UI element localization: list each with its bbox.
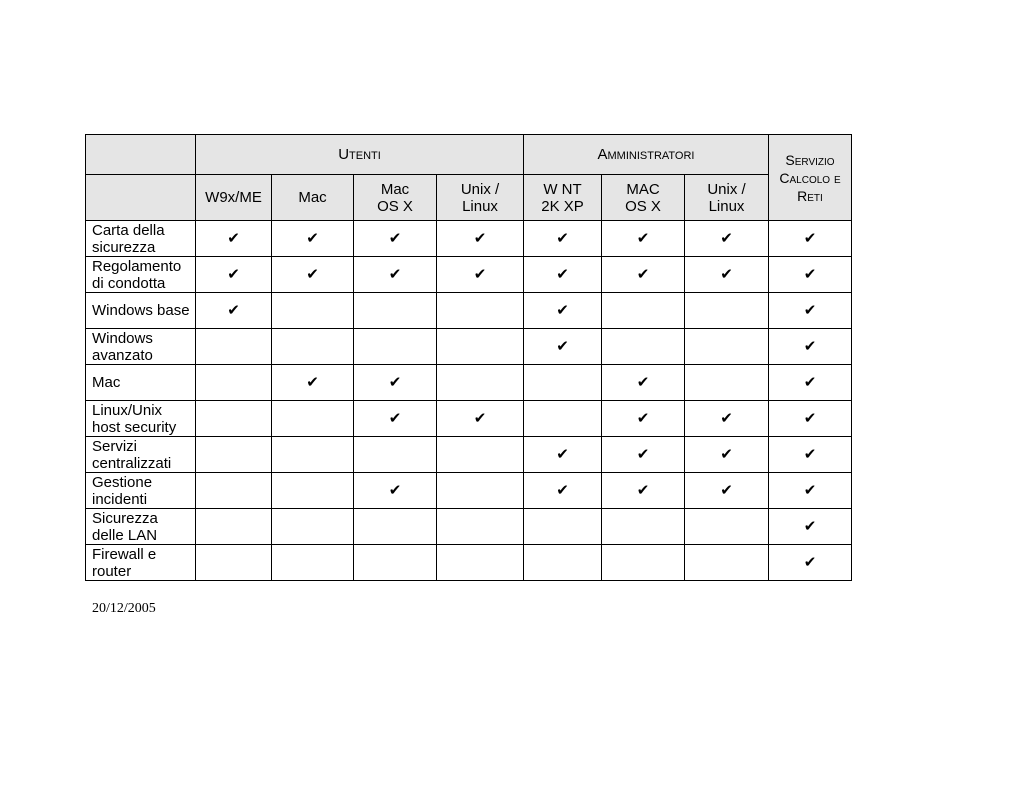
empty-cell <box>602 329 685 365</box>
column-header: MAC OS X <box>602 175 685 221</box>
check-icon: ✔ <box>685 437 769 473</box>
row-label: Mac <box>86 365 196 401</box>
row-label: Windows avanzato <box>86 329 196 365</box>
check-icon: ✔ <box>524 221 602 257</box>
column-header: W9x/ME <box>196 175 272 221</box>
empty-cell <box>354 437 437 473</box>
empty-cell <box>196 509 272 545</box>
group-header-amministratori: Amministratori <box>524 135 769 175</box>
check-icon: ✔ <box>354 365 437 401</box>
empty-cell <box>196 545 272 581</box>
check-icon: ✔ <box>602 473 685 509</box>
check-icon: ✔ <box>685 473 769 509</box>
empty-cell <box>524 365 602 401</box>
row-label: Servizi centralizzati <box>86 437 196 473</box>
empty-cell <box>196 473 272 509</box>
check-icon: ✔ <box>196 221 272 257</box>
empty-cell <box>272 401 354 437</box>
empty-cell <box>685 293 769 329</box>
empty-cell <box>354 545 437 581</box>
servizio-label: Servizio Calcolo e Reti <box>779 151 841 204</box>
table-row <box>86 221 852 257</box>
row-label: Windows base <box>86 293 196 329</box>
check-icon: ✔ <box>437 401 524 437</box>
empty-cell <box>272 545 354 581</box>
check-icon: ✔ <box>196 257 272 293</box>
check-icon: ✔ <box>769 257 852 293</box>
row-label: Gestione incidenti <box>86 473 196 509</box>
corner-cell <box>86 135 196 175</box>
empty-cell <box>354 293 437 329</box>
empty-cell <box>354 509 437 545</box>
table-row <box>86 401 852 437</box>
row-label: Sicurezza delle LAN <box>86 509 196 545</box>
column-header: W NT 2K XP <box>524 175 602 221</box>
check-icon: ✔ <box>354 257 437 293</box>
check-icon: ✔ <box>769 473 852 509</box>
check-icon: ✔ <box>524 437 602 473</box>
group-header-utenti: Utenti <box>196 135 524 175</box>
empty-cell <box>524 545 602 581</box>
check-icon: ✔ <box>602 365 685 401</box>
check-icon: ✔ <box>437 221 524 257</box>
empty-cell <box>272 437 354 473</box>
empty-cell <box>602 293 685 329</box>
check-icon: ✔ <box>769 545 852 581</box>
empty-cell <box>602 509 685 545</box>
check-icon: ✔ <box>524 329 602 365</box>
training-matrix-table <box>85 134 852 581</box>
column-header: Unix / Linux <box>437 175 524 221</box>
empty-cell <box>437 437 524 473</box>
check-icon: ✔ <box>272 365 354 401</box>
empty-cell <box>354 329 437 365</box>
check-icon: ✔ <box>769 509 852 545</box>
empty-cell <box>196 401 272 437</box>
empty-cell <box>685 545 769 581</box>
empty-cell <box>437 329 524 365</box>
check-icon: ✔ <box>769 329 852 365</box>
empty-cell <box>196 365 272 401</box>
empty-cell <box>524 509 602 545</box>
table-row <box>86 257 852 293</box>
table-row <box>86 293 852 329</box>
empty-cell <box>524 401 602 437</box>
empty-cell <box>685 329 769 365</box>
table-row <box>86 437 852 473</box>
empty-cell <box>685 365 769 401</box>
check-icon: ✔ <box>769 401 852 437</box>
table-row <box>86 329 852 365</box>
check-icon: ✔ <box>272 257 354 293</box>
empty-cell <box>272 473 354 509</box>
check-icon: ✔ <box>602 257 685 293</box>
row-label: Carta della sicurezza <box>86 221 196 257</box>
check-icon: ✔ <box>437 257 524 293</box>
empty-cell <box>437 293 524 329</box>
check-icon: ✔ <box>524 257 602 293</box>
check-icon: ✔ <box>769 437 852 473</box>
check-icon: ✔ <box>272 221 354 257</box>
row-label: Linux/Unix host security <box>86 401 196 437</box>
table-row <box>86 509 852 545</box>
check-icon: ✔ <box>602 221 685 257</box>
check-icon: ✔ <box>769 365 852 401</box>
check-icon: ✔ <box>524 473 602 509</box>
check-icon: ✔ <box>769 293 852 329</box>
empty-cell <box>437 509 524 545</box>
column-header: Mac <box>272 175 354 221</box>
table-row <box>86 365 852 401</box>
empty-cell <box>272 329 354 365</box>
check-icon: ✔ <box>524 293 602 329</box>
row-label: Firewall e router <box>86 545 196 581</box>
row-label: Regolamento di condotta <box>86 257 196 293</box>
empty-cell <box>437 473 524 509</box>
group-header-servizio <box>769 135 852 221</box>
row-label-header <box>86 175 196 221</box>
empty-cell <box>196 329 272 365</box>
check-icon: ✔ <box>685 257 769 293</box>
table-row <box>86 545 852 581</box>
check-icon: ✔ <box>354 473 437 509</box>
empty-cell <box>437 365 524 401</box>
check-icon: ✔ <box>354 401 437 437</box>
empty-cell <box>272 293 354 329</box>
empty-cell <box>437 545 524 581</box>
check-icon: ✔ <box>769 221 852 257</box>
check-icon: ✔ <box>602 401 685 437</box>
check-icon: ✔ <box>354 221 437 257</box>
check-icon: ✔ <box>685 401 769 437</box>
empty-cell <box>602 545 685 581</box>
empty-cell <box>272 509 354 545</box>
empty-cell <box>196 437 272 473</box>
column-header: Mac OS X <box>354 175 437 221</box>
column-header: Unix / Linux <box>685 175 769 221</box>
footer-date: 20/12/2005 <box>92 601 156 616</box>
check-icon: ✔ <box>685 221 769 257</box>
empty-cell <box>685 509 769 545</box>
table-row <box>86 473 852 509</box>
check-icon: ✔ <box>196 293 272 329</box>
check-icon: ✔ <box>602 437 685 473</box>
